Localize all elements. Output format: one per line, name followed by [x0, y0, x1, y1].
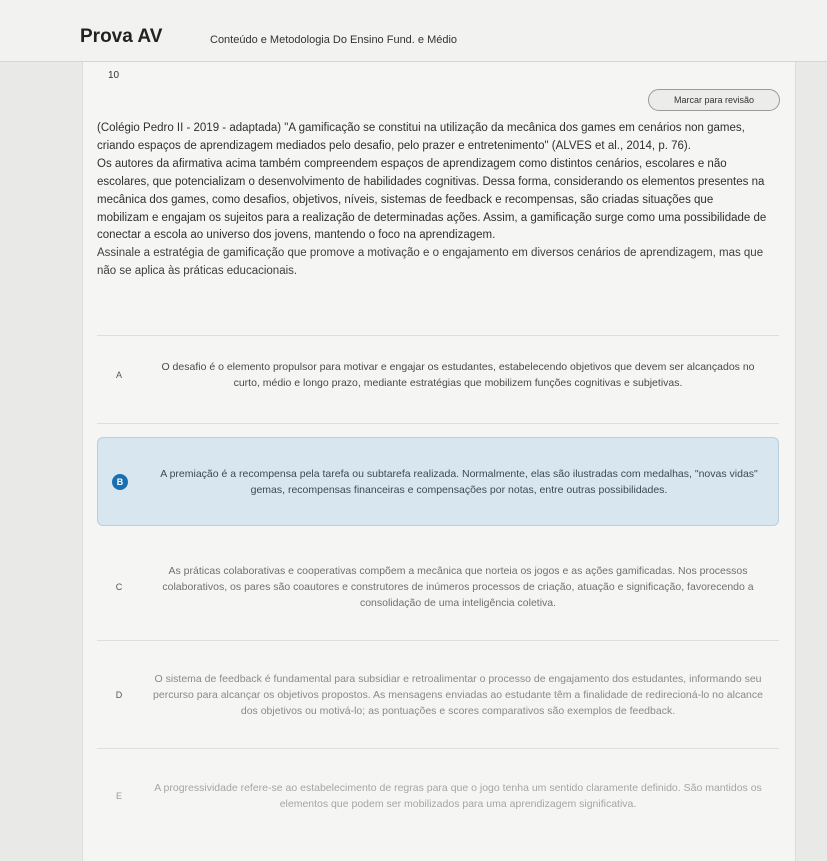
option-c[interactable]: [97, 546, 779, 628]
top-bar: [0, 0, 827, 62]
option-a[interactable]: [97, 342, 779, 407]
divider: [97, 423, 779, 424]
mark-for-review-button[interactable]: Marcar para revisão: [648, 89, 780, 111]
question-stem: [97, 120, 767, 281]
option-d[interactable]: [97, 652, 779, 737]
option-letter: C: [115, 582, 123, 592]
option-letter: E: [115, 791, 122, 801]
option-b-selected[interactable]: [97, 437, 779, 526]
option-letter: A: [115, 369, 122, 380]
app-title: Prova AV: [80, 26, 163, 47]
option-text: A premiação é a recompensa pela tarefa ou subtarefa realizada. Normalmente, elas são ilustradas com medalhas, "novas vidas" gemas, recompensas financeiras e compensações por notas, entre outras possibilidades.: [160, 467, 758, 496]
option-letter: D: [115, 689, 123, 700]
question-number: 10: [108, 70, 120, 81]
stem-instruction: Assinale a estratégia de gamificação que promove a motivação e o engajamento em diversos cenários de aprendizagem, mas que não se aplica às práticas educacionais.: [97, 247, 764, 278]
divider: [97, 748, 779, 749]
option-e[interactable]: [97, 762, 779, 830]
option-badge: B: [112, 474, 128, 490]
stem-paragraph: (Colégio Pedro II - 2019 - adaptada) "A gamificação se constitui na utilização da mecânica dos games em cenários non games, criando espaços de aprendizagem mediados pelo desafio, pelo prazer e entretenimento" (ALVES et al., 2014, p. 76).: [97, 122, 745, 152]
option-text: O sistema de feedback é fundamental para subsidiar e retroalimentar o processo de engajamento dos estudantes, informando seu percurso para alcançar os objetivos propostos. As mensagens enviadas ao estudante têm a finalidade de redirecioná-lo no alcance dos objetivos ou motivá-lo; as pontuações e scores comparativos são exemplos de feedback.: [153, 672, 763, 717]
divider: [97, 640, 779, 641]
course-title: Conteúdo e Metodologia Do Ensino Fund. e Médio: [210, 34, 458, 46]
stem-paragraph: Os autores da afirmativa acima também compreendem espaços de aprendizagem como distintos cenários, escolares e não escolares, que potencializam o desenvolvimento de habilidades cognitivas. Dessa forma, considerando os elementos presentes na mecânica dos games, como desafios, objetivos, níveis, sistemas de feedback e recompensas, são criadas situações que mobilizam e engajam os sujeitos para a realização de determinadas ações. Assim, a gamificação surge como uma possibilidade de conectar a escola ao universo dos jovens, mantendo o foco na aprendizagem.: [97, 157, 767, 242]
option-text: O desafio é o elemento propulsor para motivar e engajar os estudantes, estabelecendo objetivos que devem ser alcançados no curto, médio e longo prazo, mediante estratégias que mobilizem funções cognitivas e subjetivas.: [161, 360, 755, 389]
divider: [97, 335, 779, 336]
option-text: As práticas colaborativas e cooperativas compõem a mecânica que norteia os jogos e as ações gamificadas. Nos processos colaborativos, os pares são coautores e construtores de inúmeros processos de criação, atuação e significação, favorecendo a consolidação de uma inteligência coletiva.: [162, 565, 754, 609]
option-text: A progressividade refere-se ao estabelecimento de regras para que o jogo tenha um sentido claramente definido. São mantidos os elementos que podem ser mobilizados para uma aprendizagem significativa.: [154, 782, 762, 810]
